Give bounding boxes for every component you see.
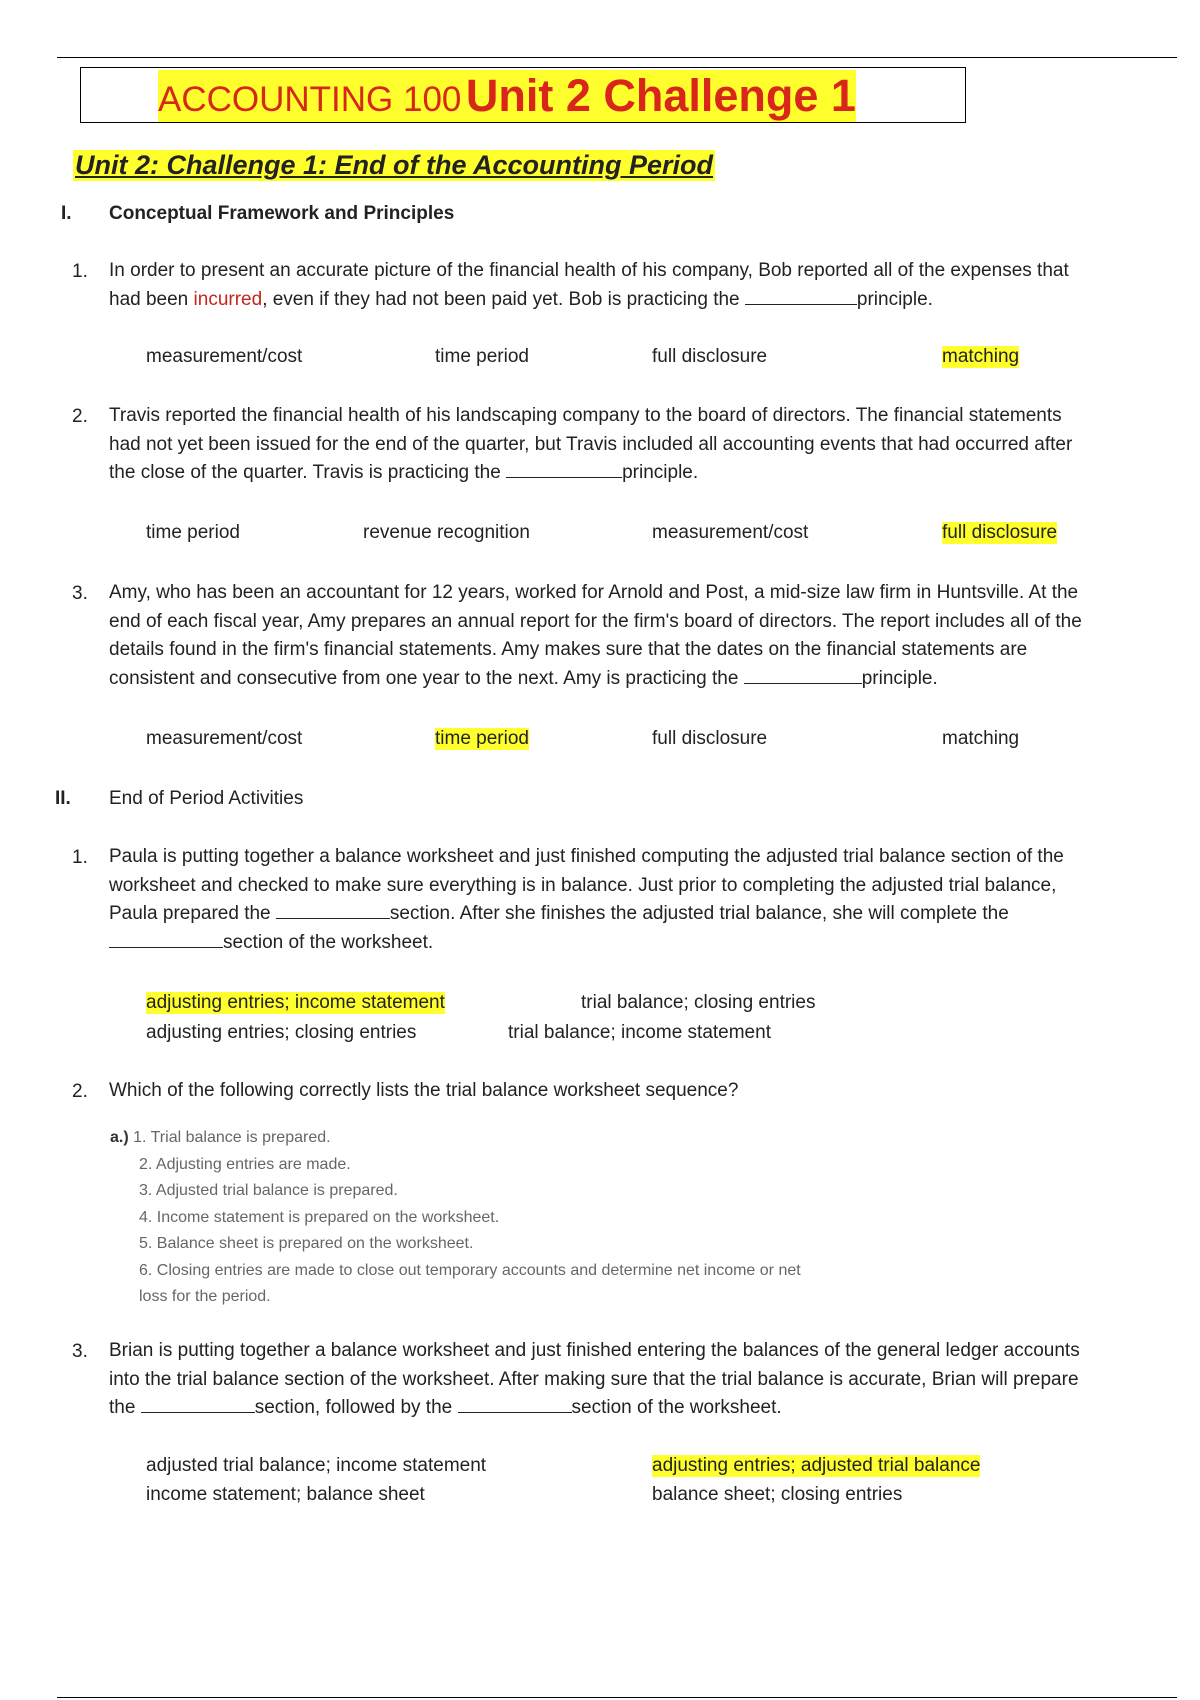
s2-q1-line3b: section. After she finishes the adjusted trial balance, she will complete the [389,903,1009,924]
s2-q1-line2: worksheet and checked to make sure everything is in balance. Just prior to completing the adjusted trial balance, [109,874,1057,896]
s1-q3-line4 [109,665,1159,694]
s2-q3-line2: into the trial balance section of the worksheet. After making sure that the trial balance is accurate, Brian will prepare [109,1368,1079,1390]
answer-blank [745,286,857,305]
s1-q3-option-4: matching [942,728,1020,749]
s2-q1-option-3: adjusting entries; closing entries [146,1022,417,1043]
s1-q1-line2b: , even if they had not been paid yet. Bob is practicing the [262,288,740,310]
s1-q3-number: 3. [72,583,88,604]
s1-q1-line2a: had been [109,288,194,310]
s1-q1-option-1: measurement/cost [146,346,303,367]
s1-q1-option-4-selected: matching [942,346,1020,367]
answer-blank [744,665,862,684]
title-course: ACCOUNTING 100 [158,80,462,119]
s2-q1-line4-text: section of the worksheet. [223,931,434,953]
s1-q2-number: 2. [72,406,88,427]
s2-q1-text [109,843,1159,957]
s1-q2-text [109,402,1159,488]
s2-q1-line1: Paula is putting together a balance worksheet and just finished computing the adjusted trial balance section of the [109,846,1064,867]
s2-q1-line3 [109,900,1159,929]
s1-q1-number: 1. [72,261,88,282]
s1-q3-line4b: principle. [861,667,938,689]
s1-q2-line3 [109,459,1159,488]
s2-q2-sequence [110,1125,801,1311]
s1-q1-text [109,257,1159,314]
s1-q1-highlight-word: incurred [193,288,263,310]
s2-q3-option-2-selected: adjusting entries; adjusted trial balance [652,1455,981,1476]
s2-q3-line3 [109,1394,1159,1423]
sequence-step-2: 2. Adjusting entries are made. [139,1155,351,1173]
s2-q3-option-4: balance sheet; closing entries [652,1484,903,1505]
answer-blank [458,1394,572,1413]
s1-q2-option-2: revenue recognition [363,522,530,543]
s1-q3-line1: Amy, who has been an accountant for 12 years, worked for Arnold and Post, a mid-size law firm in Huntsville. At the [109,582,1079,603]
s1-q3-option-3: full disclosure [652,728,768,749]
s2-q1-option-2: trial balance; closing entries [581,992,816,1013]
s1-q2-line3a: the close of the quarter. Travis is practicing the [109,462,501,483]
s1-q2-option-3: measurement/cost [652,522,809,543]
s1-q1-line2c: principle. [856,288,933,310]
sequence-step-6: 6. Closing entries are made to close out temporary accounts and determine net income or net [139,1261,801,1279]
s1-q1-line2 [109,286,1159,315]
sequence-step-3: 3. Adjusted trial balance is prepared. [139,1182,398,1199]
s1-q3-text [109,579,1159,693]
sequence-step-1 [110,1125,801,1152]
s2-q1-line3a: Paula prepared the [109,903,271,924]
s2-q2-number: 2. [72,1081,88,1102]
s1-q1-line1: In order to present an accurate picture of the financial health of his company, Bob reported all of the expenses that [109,260,1069,281]
s1-q2-line2: had not yet been issued for the end of the quarter, but Travis included all accounting events that had occurred after [109,433,1073,455]
section-2-title: End of Period Activities [109,788,304,809]
bottom-rule [57,1697,1177,1698]
answer-label: a.) [110,1129,129,1146]
s1-q2-option-4-selected: full disclosure [942,522,1058,543]
sequence-step-6-cont: loss for the period. [139,1288,271,1305]
title-unit: Unit 2 Challenge 1 [465,70,856,121]
s2-q3-number: 3. [72,1341,88,1362]
answer-blank [109,929,223,948]
top-rule [57,57,1177,58]
s2-q1-number: 1. [72,847,88,868]
s2-q3-line3b: section, followed by the [254,1397,453,1418]
s1-q2-line3b: principle. [622,462,699,483]
s1-q1-option-2: time period [435,346,529,367]
s2-q3-option-3: income statement; balance sheet [146,1484,425,1505]
sequence-step-5: 5. Balance sheet is prepared on the worksheet. [139,1235,474,1252]
s1-q3-line2: end of each fiscal year, Amy prepares an annual report for the firm's board of directors. The report includes all of the [109,610,1082,632]
s2-q3-line3c: section of the worksheet. [571,1397,782,1418]
answer-blank [506,459,622,478]
s2-q3-option-1: adjusted trial balance; income statement [146,1455,487,1476]
s2-q1-option-1-selected: adjusting entries; income statement [146,992,445,1013]
s2-q3-line1: Brian is putting together a balance worksheet and just finished entering the balances of the general ledger accounts [109,1340,1080,1361]
section-1-number: I. [61,203,72,224]
s1-q3-line3: details found in the firm's financial statements. Amy makes sure that the dates on the financial statements are [109,639,1028,660]
step-text: 1. Trial balance is prepared. [133,1129,331,1146]
s1-q3-option-2-selected: time period [435,728,529,749]
s1-q2-option-1: time period [146,522,240,543]
s1-q1-option-3: full disclosure [652,346,768,367]
sequence-step-4: 4. Income statement is prepared on the worksheet. [139,1208,500,1226]
s2-q2-text: Which of the following correctly lists the trial balance worksheet sequence? [109,1080,739,1101]
s2-q1-line4 [109,929,1159,958]
page-title [158,70,856,122]
s2-q3-text [109,1337,1159,1423]
s2-q1-option-4: trial balance; income statement [508,1022,771,1043]
s2-q3-line3a: the [109,1397,136,1418]
s1-q3-line4a: consistent and consecutive from one year to the next. Amy is practicing the [109,667,739,689]
page-subtitle: Unit 2: Challenge 1: End of the Accounting Period [75,150,714,180]
answer-blank [141,1394,255,1413]
section-1-title: Conceptual Framework and Principles [109,203,455,224]
s1-q2-line1: Travis reported the financial health of his landscaping company to the board of directors. The financial statements [109,405,1062,426]
answer-blank [276,900,390,919]
s1-q3-option-1: measurement/cost [146,728,303,749]
section-2-number: II. [55,788,71,809]
